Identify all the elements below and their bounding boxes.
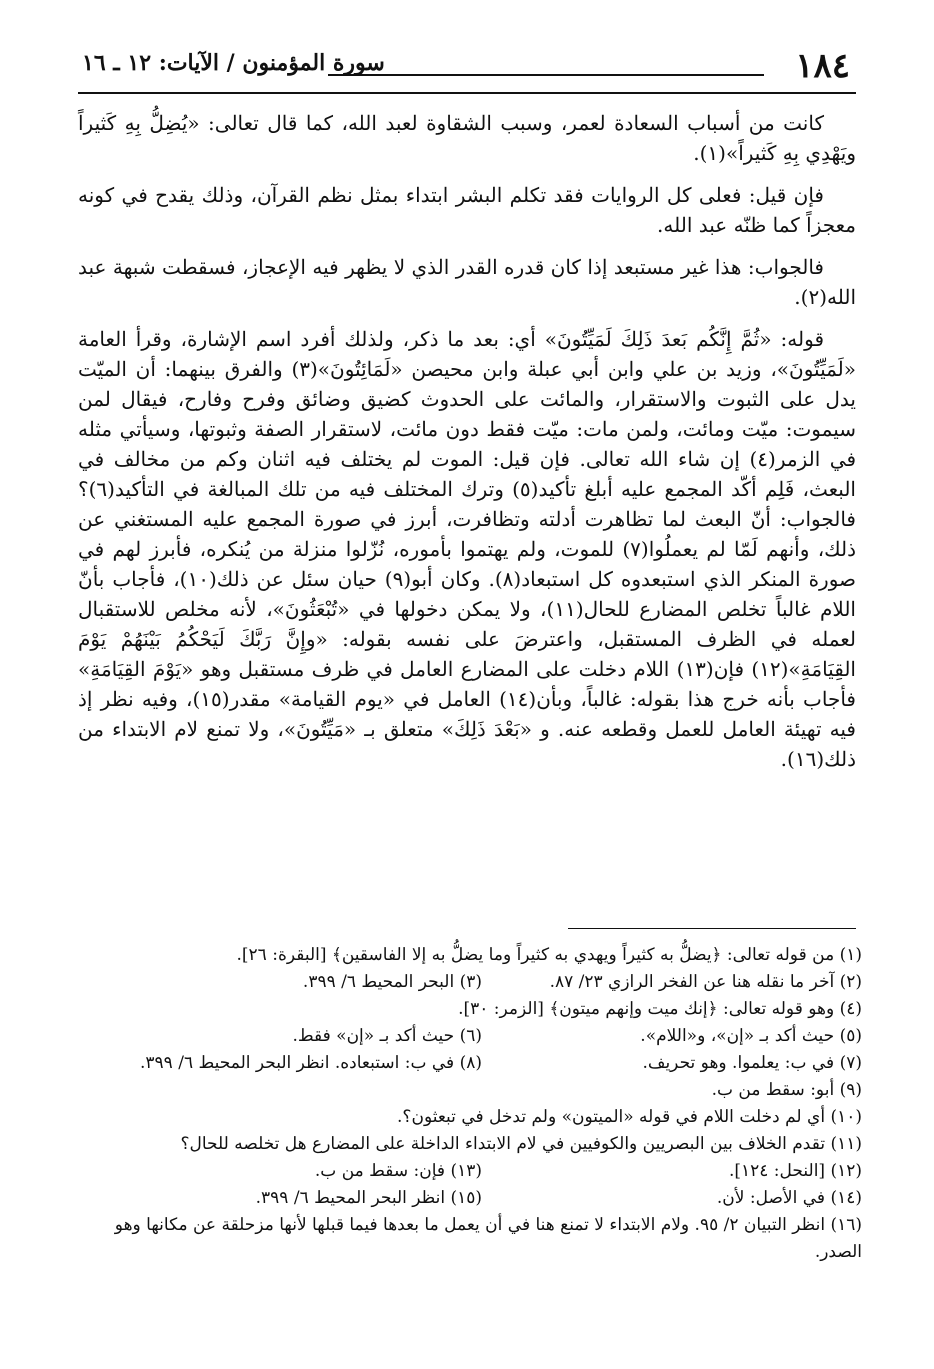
footnote: (١٤) في الأصل: لأن. — [716, 1188, 862, 1208]
footnote: (٣) البحر المحيط ٦/ ٣٩٩. — [302, 972, 482, 992]
running-title: سورة المؤمنون / الآيات: ١٢ ـ ١٦ — [82, 50, 385, 76]
footnote-separator — [568, 928, 856, 929]
footnote: (٥) حيث أكد بـ «إن»، و«اللام». — [640, 1026, 862, 1046]
paragraph: كانت من أسباب السعادة لعمر، وسبب الشقاوة لعبد الله، كما قال تعالى: «يُضِلُّ بِهِ كَثيراً ويَهْدِي بِهِ كَثيراً»(١). — [78, 111, 856, 165]
footnote: (١٦) انظر التبيان ٢/ ٩٥. ولام الابتداء لا تمنع هنا في أن يعمل ما بعدها فيما قبلها لأنها مزحلقة عن مكانها وهو الصدر. — [114, 1215, 862, 1262]
footnote: (٨) في ب: استبعاده. انظر البحر المحيط ٦/ ٣٩٩. — [140, 1053, 482, 1073]
header-divider — [78, 92, 856, 94]
footnote: (١٥) انظر البحر المحيط ٦/ ٣٩٩. — [255, 1188, 482, 1208]
footnote-row — [78, 1023, 862, 1050]
footnote: (٧) في ب: يعلموا. وهو تحريف. — [642, 1053, 862, 1073]
main-text — [78, 108, 856, 786]
paragraph: فالجواب: هذا غير مستبعد إذا كان قدره القدر الذي لا يظهر فيه الإعجاز، فسقطت شبهة عبد الله(٢). — [78, 255, 856, 309]
footnote-row — [78, 969, 862, 996]
paragraph: فإن قيل: فعلى كل الروايات فقد تكلم البشر ابتداء بمثل نظم القرآن، وذلك يقدح في كونه معجزاً كما ظنّه عبد الله. — [78, 183, 856, 237]
footnote: (٩) أبو: سقط من ب. — [711, 1080, 862, 1100]
page-header — [78, 44, 856, 94]
footnote: (١) من قوله تعالى: ﴿يضلُّ به كثيراً ويهدي به كثيراً وما يضلُّ به إلا الفاسقين﴾ [البقرة: ٢٦]. — [236, 945, 862, 965]
footnote: (١٢) [النحل: ١٢٤]. — [728, 1161, 862, 1181]
footnote: (١١) تقدم الخلاف بين البصريين والكوفيين في لام الابتداء الداخلة على المضارع هل تخلصه للحال؟ — [180, 1134, 862, 1154]
paragraph: قوله: «ثُمَّ إِنَّكُم بَعدَ ذَلِكَ لَمَيِّتُونَ» أي: بعد ما ذكر، ولذلك أفرد اسم الإشارة، وقرأ العامة «لَمَيِّتُونَ»، وزيد بن علي وابن أبي عبلة وابن محيصن «لَمَائِتُونَ»(٣) والفرق بينهما: أن الميّت يدل على الثبوت والاستقرار، والمائت على الحدوث كضيق وضائق وفرح وفارح، فيقال لمن سيموت: ميّت ومائت، ولمن مات: ميّت فقط دون مائت، لاستقرار الصفة وثبوتها، وسيأتي مثله في الزمر(٤) إن شاء الله تعالى. فإن قيل: الموت لم يختلف فيه اثنان وكم من مخالف في البعث، فَلِم أكّد المجمع عليه أبلغ تأكيد(٥) وترك المختلف فيه من تلك المبالغة في التأكيد(٦)؟ فالجواب: أنّ البعث لما تظاهرت أدلته وتظافرت، أبرز في صورة المجمع عليه المستغني عن ذلك، وأنهم لَمّا لم يعملُوا(٧) للموت، ولم يهتموا بأموره، نُزّلوا منزلة من يُنكره، فأبرز لهم في صورة المنكر الذي استبعدوه كل استبعاد(٨). وكان أبو(٩) حيان سئل عن ذلك(١٠)، فأجاب بأنّ اللام غالباً تخلص المضارع للحال(١١)، ولا يمكن دخولها في «تُبْعَثُونَ»، لأنه مخلص للاستقبال لعمله في الظرف المستقبل، واعترضَ على نفسه بقوله: «وإِنَّ رَبَّكَ لَيَحْكُمُ بَيْنَهُمْ يَوْمَ القِيَامَةِ»(١٢) فإن(١٣) اللام دخلت على المضارع العامل في ظرف مستقبل وهو «يَوْمَ القِيَامَةِ» فأجاب بأنه خرج هذا بقوله: غالباً، وبأن(١٤) العامل في «يوم القيامة» مقدر(١٥)، وفيه نظر إذ فيه تهيئة العامل للعمل وقطعه عنه. و «بَعْدَ ذَلِكَ» متعلق بـ «مَيِّتُونَ»، ولا تمنع لام الابتداء من ذلك(١٦). — [78, 327, 857, 771]
footnote-row — [78, 1050, 862, 1077]
page-number: ١٨٤ — [795, 46, 850, 86]
footnote: (٤) وهو قوله تعالى: ﴿إنك ميت وإنهم ميتون﴾ [الزمر: ٣٠]. — [458, 999, 862, 1019]
footnote-row — [78, 1158, 862, 1185]
footnote: (٢) آخر ما نقله هنا عن الفخر الرازي ٢٣/ ٨٧. — [549, 972, 862, 992]
footnote-row — [78, 1185, 862, 1212]
footnote: (٦) حيث أكد بـ «إن» فقط. — [292, 1026, 482, 1046]
header-rule — [328, 74, 764, 76]
footnote: (١٣) فإن: سقط من ب. — [314, 1161, 482, 1181]
footnote: (١٠) أي لم دخلت اللام في قوله «الميتون» ولم تدخل في تبعثون؟. — [397, 1107, 862, 1127]
footnotes — [78, 942, 862, 1266]
